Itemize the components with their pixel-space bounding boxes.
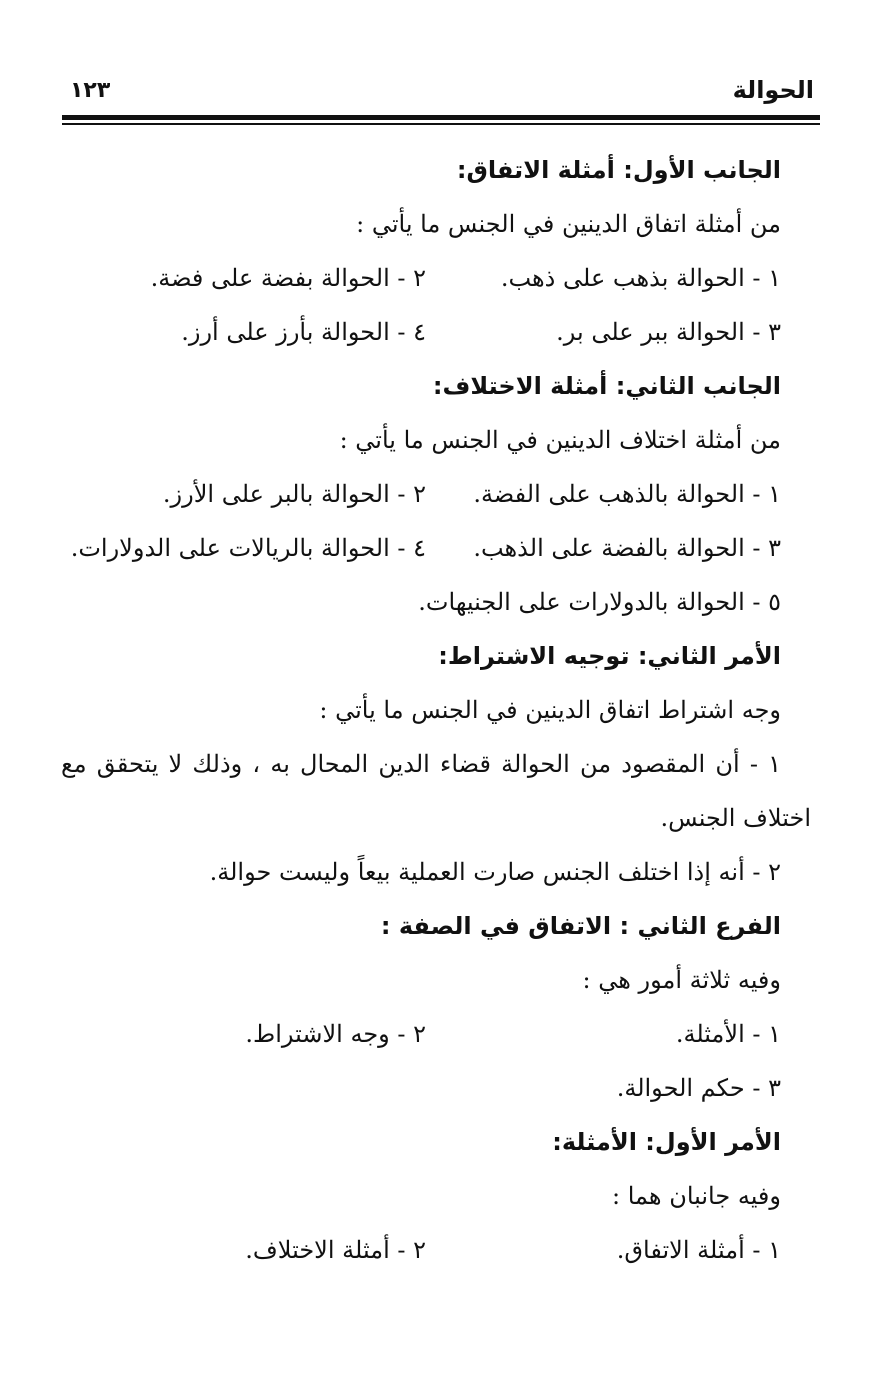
section-heading: الجانب الأول: أمثلة الاتفاق: [456, 156, 781, 184]
paragraph: وفيه ثلاثة أمور هي : [582, 966, 781, 994]
list-item: ٢ - الحوالة بفضة على فضة. [150, 264, 426, 292]
list-row [245, 1230, 781, 1270]
list-item: ٣ - الحوالة ببر على بر. [556, 318, 781, 346]
list-row [71, 528, 781, 568]
list-item: ٣ - الحوالة بالفضة على الذهب. [473, 534, 781, 562]
list-item-continuation: اختلاف الجنس. [660, 804, 811, 832]
list-row [181, 312, 781, 352]
section-heading: الجانب الثاني: أمثلة الاختلاف: [432, 372, 781, 400]
list-item: ١ - أن المقصود من الحوالة قضاء الدين المحال به ، وذلك لا يتحقق مع [61, 750, 781, 778]
list-row [163, 474, 781, 514]
list-row [151, 258, 781, 298]
section-heading: الفرع الثاني : الاتفاق في الصفة : [380, 912, 781, 940]
running-title: الحوالة [732, 76, 814, 104]
paragraph: وجه اشتراط اتفاق الدينين في الجنس ما يأتي : [319, 696, 781, 724]
section-heading: الأمر الثاني: توجيه الاشتراط: [438, 642, 781, 670]
list-item: ١ - الأمثلة. [675, 1020, 781, 1048]
list-item: ١ - أمثلة الاتفاق. [616, 1236, 781, 1264]
page-number: ١٢٣ [70, 78, 111, 103]
header-rule-thick [62, 115, 820, 120]
paragraph: من أمثلة اتفاق الدينين في الجنس ما يأتي : [356, 210, 781, 238]
list-item: ٤ - الحوالة بالريالات على الدولارات. [70, 534, 426, 562]
paragraph: من أمثلة اختلاف الدينين في الجنس ما يأتي : [339, 426, 781, 454]
list-item: ١ - الحوالة بذهب على ذهب. [500, 264, 781, 292]
list-item: ٢ - أمثلة الاختلاف. [245, 1236, 426, 1264]
list-item: ٥ - الحوالة بالدولارات على الجنيهات. [418, 588, 781, 616]
list-item: ١ - الحوالة بالذهب على الفضة. [473, 480, 781, 508]
section-heading: الأمر الأول: الأمثلة: [552, 1128, 781, 1156]
paragraph: وفيه جانبان هما : [612, 1182, 781, 1210]
list-item: ٢ - وجه الاشتراط. [245, 1020, 426, 1048]
list-row [245, 1014, 781, 1054]
list-item: ٢ - الحوالة بالبر على الأرز. [162, 480, 426, 508]
list-item: ٣ - حكم الحوالة. [616, 1074, 781, 1102]
list-item: ٤ - الحوالة بأرز على أرز. [181, 318, 426, 346]
page-header [62, 76, 814, 112]
list-item: ٢ - أنه إذا اختلف الجنس صارت العملية بيعاً وليست حوالة. [209, 858, 781, 886]
header-rule-thin [62, 123, 820, 125]
